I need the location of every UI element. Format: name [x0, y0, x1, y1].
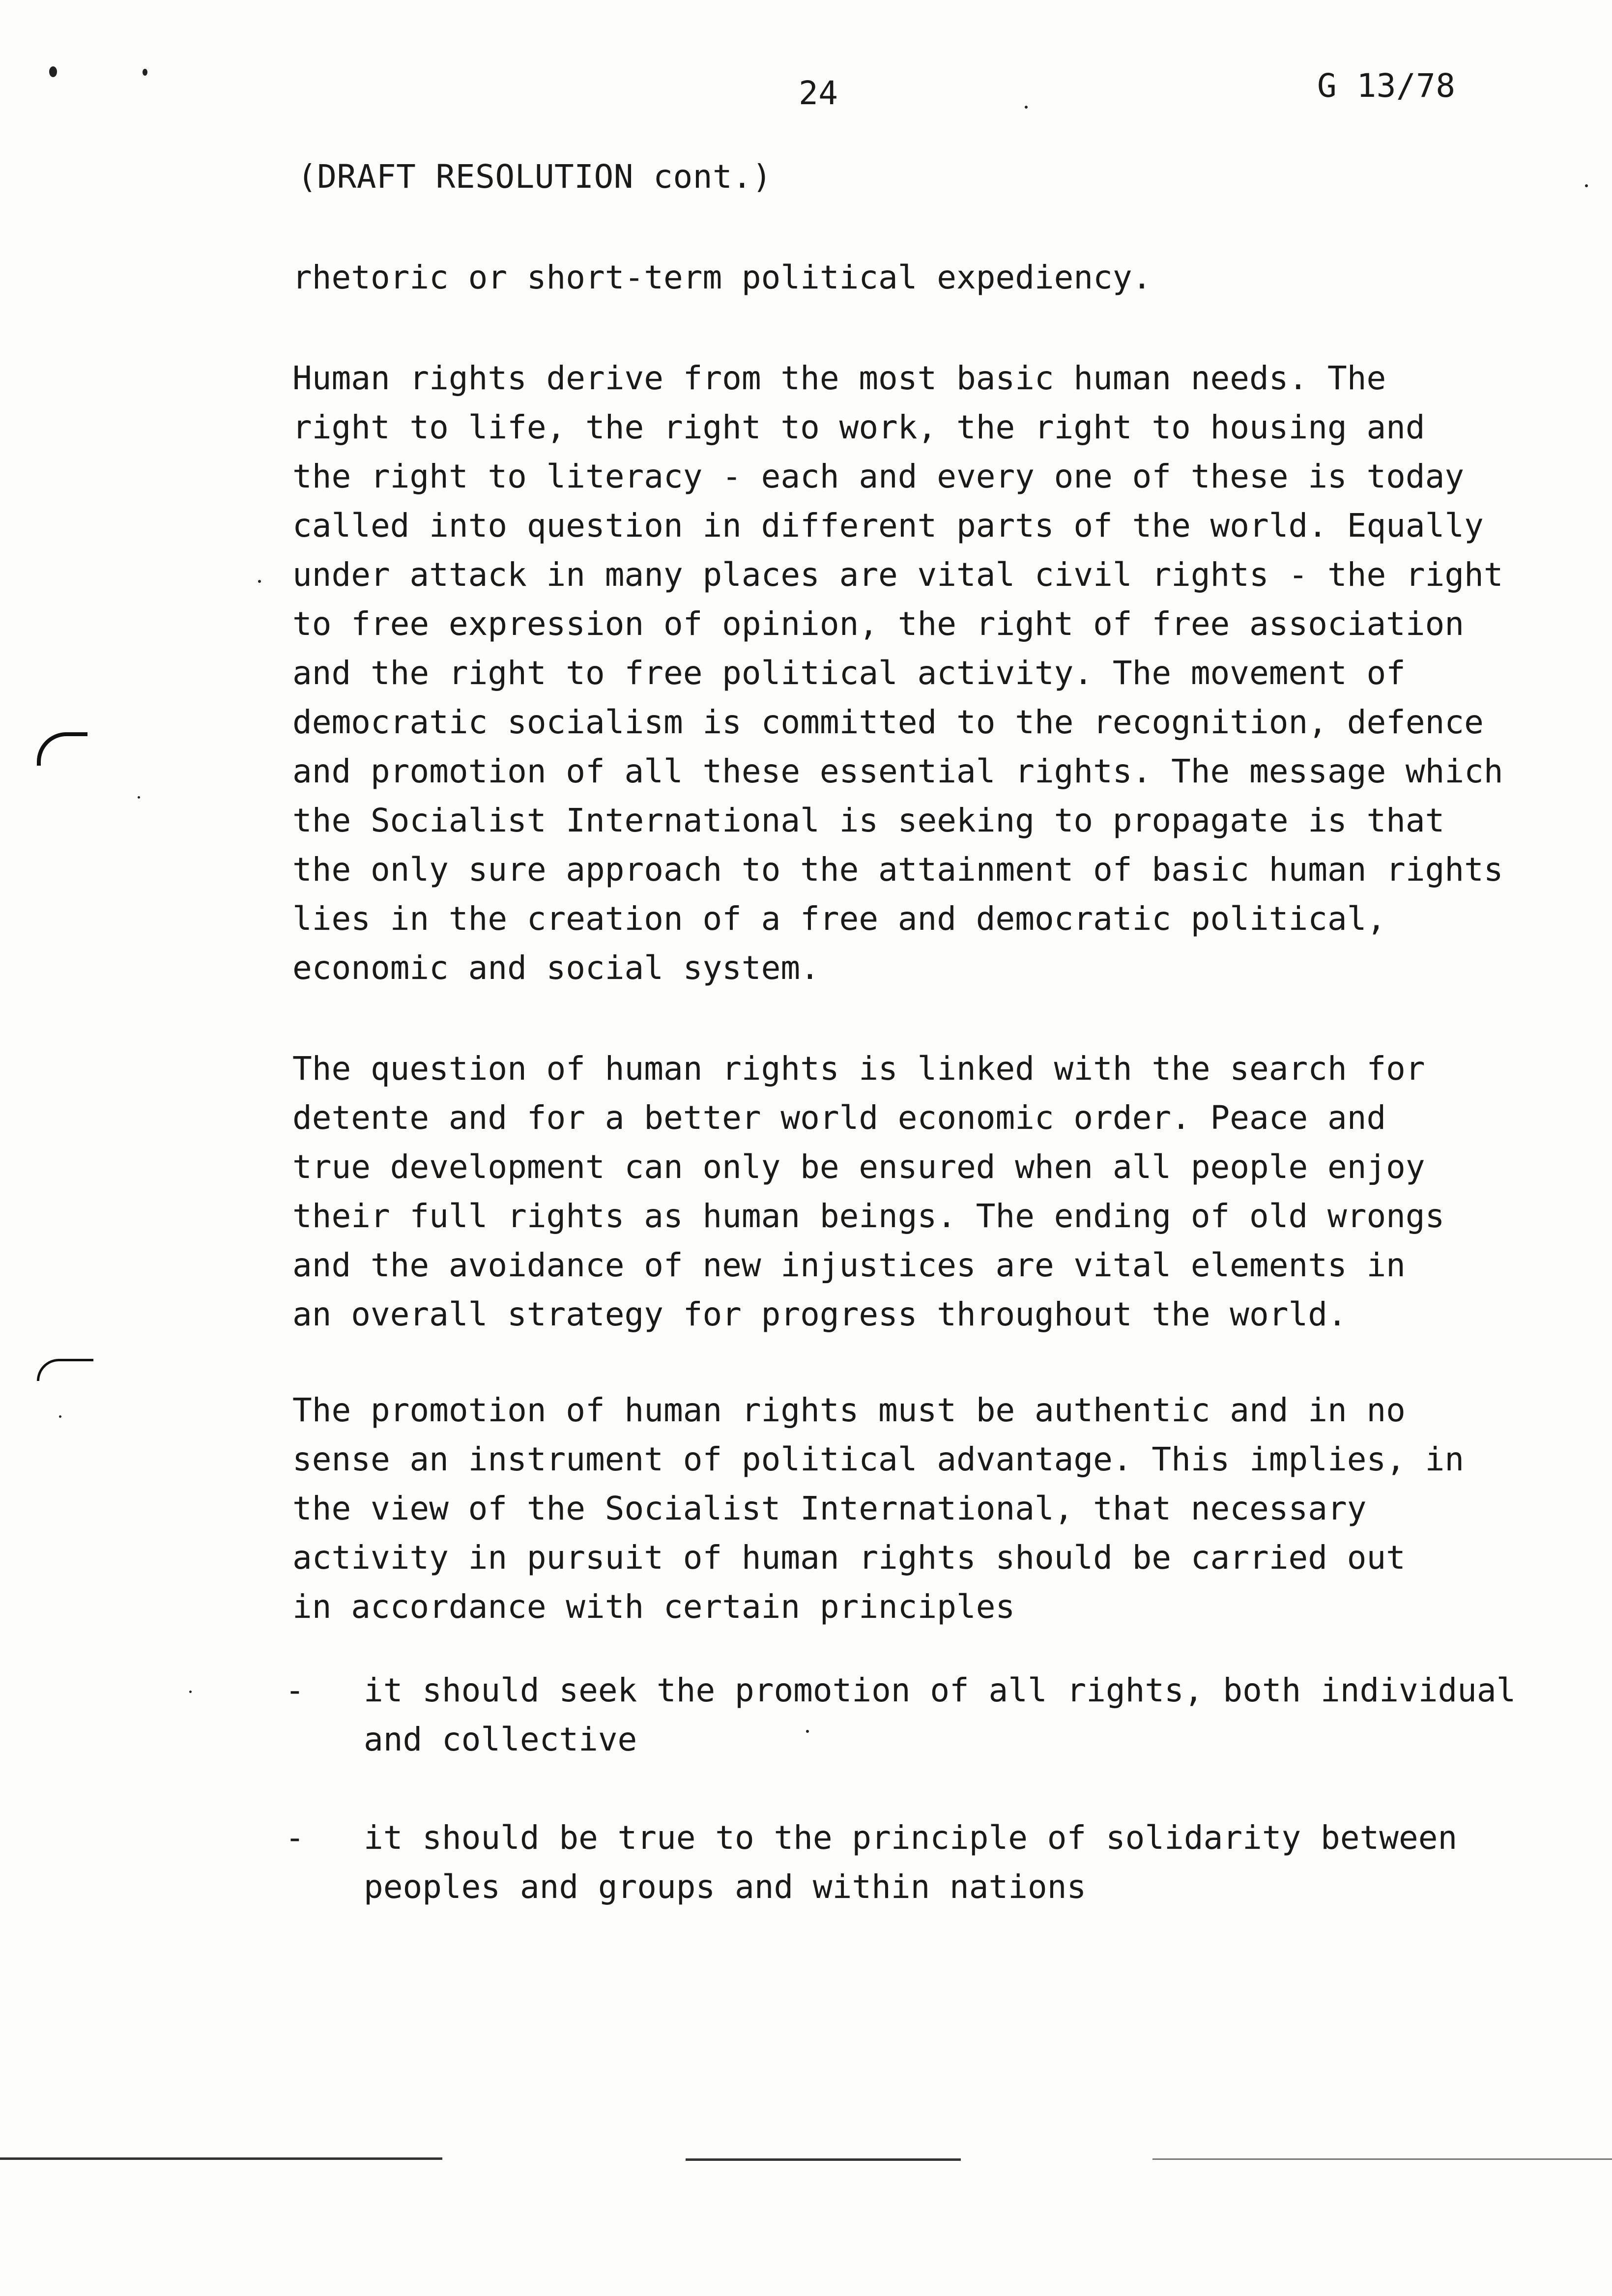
paragraph-line: right to life, the right to work, the right to housing and [292, 408, 1425, 446]
paragraph-line: economic and social system. [292, 949, 820, 987]
scan-speck [258, 580, 261, 583]
paragraph-line: sense an instrument of political advantage. This implies, in [292, 1440, 1465, 1478]
page-number: 24 [799, 74, 838, 112]
paragraph-line: and the right to free political activity. The movement of [292, 654, 1406, 692]
bullet-line: and collective [364, 1721, 637, 1758]
footer-rule [686, 2158, 961, 2161]
paragraph-line: The question of human rights is linked with the search for [292, 1050, 1425, 1088]
paragraph-line: called into question in different parts of the world. Equally [292, 507, 1484, 545]
scan-speck [189, 1691, 192, 1693]
scan-arc-mark [37, 732, 87, 766]
scan-speck [138, 796, 140, 799]
paragraph-line: true development can only be ensured when all people enjoy [292, 1148, 1425, 1186]
paragraph-line: the right to literacy - each and every one of these is today [292, 458, 1465, 495]
scan-speck [1585, 184, 1588, 187]
paragraph-line: and promotion of all these essential rights. The message which [292, 752, 1503, 790]
scan-speck [143, 69, 147, 76]
bullet-line: peoples and groups and within nations [364, 1868, 1087, 1906]
paragraph-line: and the avoidance of new injustices are vital elements in [292, 1246, 1406, 1284]
scan-speck [59, 1415, 61, 1418]
paragraph [292, 1044, 1444, 1339]
document-reference: G 13/78 [1317, 67, 1456, 105]
section-label: (DRAFT RESOLUTION cont.) [297, 158, 772, 196]
paragraph-line: Human rights derive from the most basic human needs. The [292, 359, 1386, 397]
scan-speck [49, 66, 57, 77]
bullet-line: it should seek the promotion of all rights, both individual [364, 1671, 1516, 1709]
paragraph-line: to free expression of opinion, the right of free association [292, 605, 1465, 643]
paragraph-line: the Socialist International is seeking to propagate is that [292, 802, 1445, 839]
bullet-dash: - [285, 1671, 305, 1709]
scan-arc-mark [37, 1359, 93, 1381]
scan-speck [1025, 106, 1028, 109]
bullet-text [364, 1813, 1457, 1912]
bullet-dash: - [285, 1819, 305, 1857]
paragraph-line: detente and for a better world economic order. Peace and [292, 1099, 1386, 1137]
paragraph-line: the only sure approach to the attainment of basic human rights [292, 851, 1503, 889]
paragraph-line: The promotion of human rights must be authentic and in no [292, 1391, 1406, 1429]
paragraph-line: democratic socialism is committed to the recognition, defence [292, 703, 1484, 741]
bullet-line: it should be true to the principle of solidarity between [364, 1819, 1458, 1857]
paragraph [292, 253, 1151, 302]
paragraph [292, 1386, 1464, 1632]
paragraph-line: lies in the creation of a free and democratic political, [292, 900, 1386, 938]
paragraph-line: in accordance with certain principles [292, 1588, 1015, 1626]
paragraph [292, 354, 1503, 993]
paragraph-line: an overall strategy for progress throughout the world. [292, 1295, 1347, 1333]
bullet-text [364, 1666, 1516, 1764]
paragraph-line: the view of the Socialist International, that necessary [292, 1490, 1367, 1527]
footer-rule [0, 2157, 442, 2160]
paragraph-line: activity in pursuit of human rights should be carried out [292, 1539, 1406, 1577]
paragraph-line: under attack in many places are vital civil rights - the right [292, 556, 1503, 594]
paragraph-line: rhetoric or short-term political expediency. [292, 258, 1152, 296]
paragraph-line: their full rights as human beings. The ending of old wrongs [292, 1197, 1445, 1235]
footer-rule [1152, 2158, 1612, 2160]
